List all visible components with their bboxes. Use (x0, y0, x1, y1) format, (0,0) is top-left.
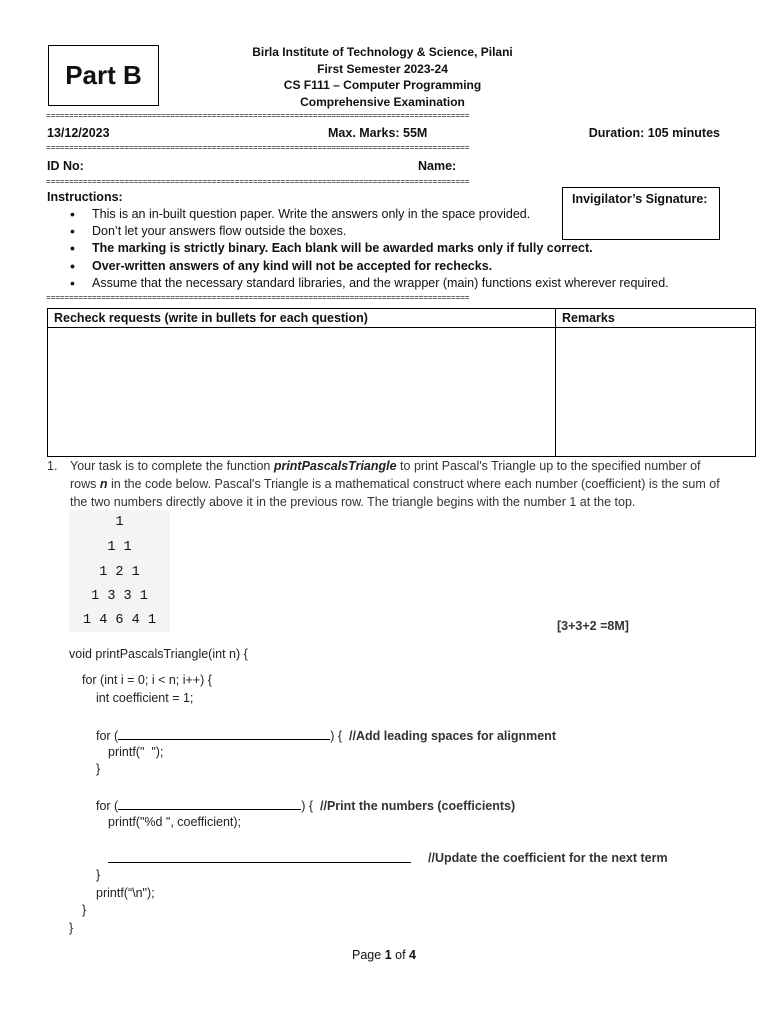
institute-name: Birla Institute of Technology & Science, Pilani (252, 45, 513, 59)
instruction-item: • Assume that the necessary standard libraries, and the wrapper (main) functions exist wherever required. (70, 275, 710, 292)
remarks-header: Remarks (556, 309, 756, 328)
pascal-triangle-example (69, 510, 170, 632)
triangle-row: 1 2 1 (99, 565, 140, 580)
total-pages: 4 (409, 948, 416, 962)
code-line: } (69, 921, 74, 935)
id-label: ID No: (47, 159, 84, 173)
page-footer: Page 1 of 4 (352, 948, 416, 962)
code-line: printf(“\n"); (96, 886, 155, 900)
triangle-row: 1 1 (107, 540, 132, 555)
triangle-row: 1 4 6 4 1 (83, 613, 156, 628)
recheck-requests-cell[interactable] (48, 328, 556, 457)
code-line: int coefficient = 1; (96, 691, 194, 705)
course-title: CS F111 – Computer Programming (283, 78, 482, 92)
code-comment: //Print the numbers (coefficients) (320, 799, 516, 813)
max-marks: Max. Marks: 55M (328, 126, 428, 140)
triangle-row: 1 3 3 1 (91, 589, 148, 604)
instruction-item: • The marking is strictly binary. Each blank will be awarded marks only if fully correct. (70, 240, 710, 257)
instruction-item: • Over-written answers of any kind will not be accepted for rechecks. (70, 258, 710, 275)
instructions-title: Instructions: (47, 190, 123, 204)
answer-blank-1[interactable] (118, 727, 330, 740)
name-label: Name: (418, 159, 457, 173)
remarks-cell[interactable] (556, 328, 756, 457)
recheck-header: Recheck requests (write in bullets for each question) (48, 309, 556, 328)
code-comment: //Add leading spaces for alignment (349, 729, 556, 743)
invigilator-label: Invigilator’s Signature: (572, 192, 708, 206)
separator-line: ============================================================================================ (46, 113, 470, 120)
part-label-box (48, 45, 159, 106)
answer-blank-2[interactable] (118, 797, 301, 810)
instructions-list (70, 206, 710, 292)
exam-date: 13/12/2023 (47, 126, 110, 140)
answer-blank-3[interactable] (108, 850, 411, 863)
separator-line: ============================================================================================ (46, 179, 470, 186)
exam-header (200, 44, 565, 110)
duration: Duration: 105 minutes (588, 126, 720, 140)
code-line: } (96, 762, 101, 776)
code-line: } (82, 903, 87, 917)
code-line: printf(" "); (108, 745, 164, 759)
question-text: Your task is to complete the function printPascalsTriangle to print Pascal's Triangle up to the specified number of rows n in the code below. Pascal's Triangle is a mathematical construct where each number (coefficient) is the sum of the two numbers directly above it in the previous row. The triangle begins with the number 1 at the top. (70, 459, 720, 509)
code-line-blank-1: for ( ) { //Add leading spaces for alignment (96, 729, 556, 743)
variable-n: n (99, 477, 108, 491)
triangle-row: 1 (115, 515, 124, 530)
code-line-blank-2: for ( ) { //Print the numbers (coefficients) (96, 799, 516, 813)
code-line: void printPascalsTriangle(int n) { (69, 647, 248, 661)
code-line: for (int i = 0; i < n; i++) { (82, 673, 212, 687)
code-line: printf("%d ", coefficient); (108, 815, 242, 829)
recheck-table (47, 308, 756, 457)
question-number: 1. (47, 459, 58, 473)
exam-title: Comprehensive Examination (300, 94, 465, 109)
separator-line: ============================================================================================ (46, 295, 470, 302)
instruction-item: • Don’t let your answers flow outside the boxes. (70, 223, 710, 240)
current-page: 1 (384, 948, 392, 962)
part-label: Part B (65, 60, 142, 90)
separator-line: ============================================================================================ (46, 145, 470, 152)
instruction-item: • This is an in-built question paper. Write the answers only in the space provided. (70, 206, 710, 223)
function-name: printPascalsTriangle (273, 459, 397, 473)
code-line: } (96, 868, 101, 882)
question-marks: [3+3+2 =8M] (557, 619, 629, 633)
code-line-blank-3 (108, 850, 411, 866)
code-comment: //Update the coefficient for the next term (428, 851, 668, 865)
semester: First Semester 2023-24 (317, 61, 448, 76)
